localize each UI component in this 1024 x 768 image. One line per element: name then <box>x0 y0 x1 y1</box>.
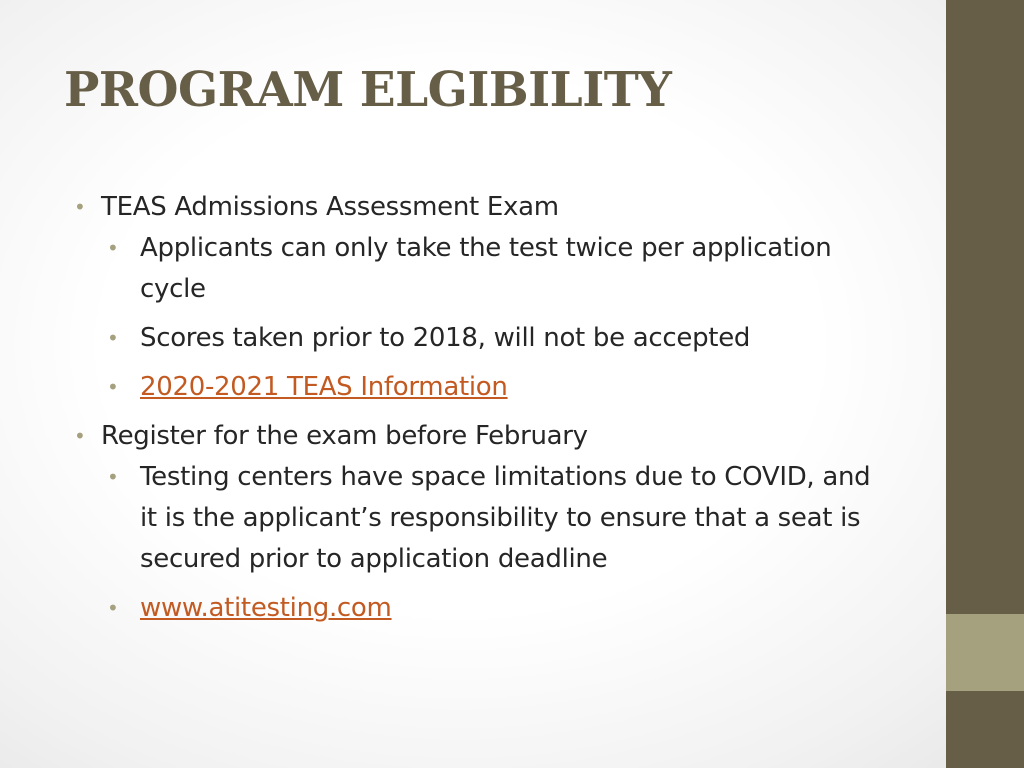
bullet-icon: • <box>107 596 119 620</box>
sub-bullet-item <box>107 367 894 408</box>
slide-title: PROGRAM ELGIBILITY <box>64 62 672 118</box>
sub-bullet-item <box>107 228 894 310</box>
sub-bullet-text: Testing centers have space limitations due to COVID, and it is the applicant’s responsibility to ensure that a seat is secured prior to application deadline <box>140 462 871 574</box>
bullet-text: Register for the exam before February <box>101 421 588 451</box>
bullet-item <box>74 187 894 408</box>
sub-bullet-text: Scores taken prior to 2018, will not be accepted <box>140 323 751 353</box>
bullet-icon: • <box>74 195 86 219</box>
bullet-list <box>74 187 894 629</box>
bullet-icon: • <box>107 326 119 350</box>
bullet-text: TEAS Admissions Assessment Exam <box>101 192 559 222</box>
bullet-item <box>74 416 894 629</box>
atitesting-link[interactable]: www.atitesting.com <box>140 593 392 623</box>
sub-bullet-list <box>101 228 894 408</box>
sub-bullet-text: Applicants can only take the test twice per application cycle <box>140 233 832 304</box>
bullet-icon: • <box>107 375 119 399</box>
teas-information-link[interactable]: 2020-2021 TEAS Information <box>140 372 508 402</box>
sub-bullet-item <box>107 588 894 629</box>
bullet-icon: • <box>107 465 119 489</box>
bullet-icon: • <box>107 236 119 260</box>
sub-bullet-item <box>107 318 894 359</box>
sidebar-accent-block <box>946 614 1024 691</box>
bullet-icon: • <box>74 424 86 448</box>
sub-bullet-list <box>101 457 894 629</box>
sub-bullet-item <box>107 457 894 580</box>
